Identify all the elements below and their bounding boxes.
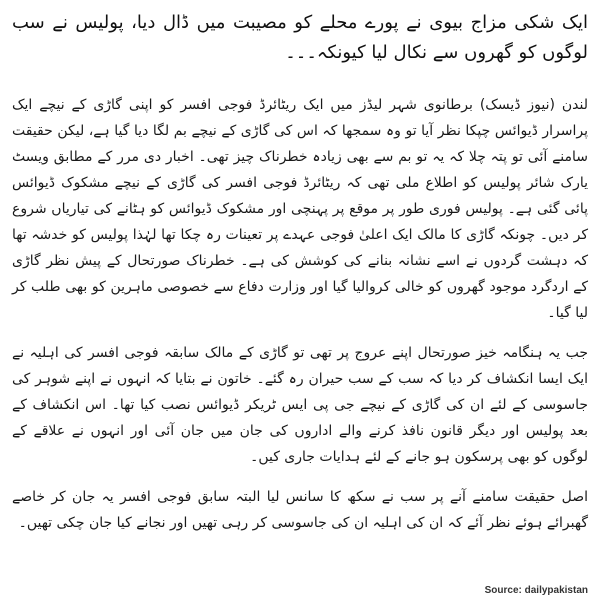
article-paragraph-2: جب یہ ہنگامہ خیز صورتحال اپنے عروج پر تھی تو گاڑی کے مالک سابقہ فوجی افسر کی اہلیہ نے ایک ایسا انکشاف کر دیا کہ سب کے سب حیران رہ گئے۔ خاتون نے بتایا کہ انہوں نے اپنے شوہر کی جاسوسی کے لئے ان کی گاڑی کے نیچے جی پی ایس ٹریکر ڈیوائس نصب کیا تھا۔ اس انکشاف کے بعد پولیس اور دیگر قانون نافذ کرنے والے اداروں کی جان میں جان آئی اور انہوں نے علاقے کے لوگوں کو بھی پرسکون ہو جانے کے لئے ہدایات جاری کیں۔ <box>12 345 588 465</box>
article-headline: ایک شکی مزاج بیوی نے پورے محلے کو مصیبت میں ڈال دیا، پولیس نے سب لوگوں کو گھروں سے نکال لیا کیونکہ۔۔۔ <box>12 12 588 63</box>
article-paragraph-3: اصل حقیقت سامنے آنے پر سب نے سکھ کا سانس لیا البتہ سابق فوجی افسر یہ جان کر خاصے گھبرائے ہوئے نظر آئے کہ ان کی اہلیہ ان کی جاسوسی کر رہی تھیں اور نجانے کیا جان چکی تھیں۔ <box>12 489 588 531</box>
source-credit: Source: dailypakistan <box>484 585 588 596</box>
article <box>12 8 588 592</box>
article-paragraph-1: لندن (نیوز ڈیسک) برطانوی شہر لیڈز میں ایک ریٹائرڈ فوجی افسر کو اپنی گاڑی کے نیچے ایک پراسرار ڈیوائس چپکا نظر آیا تو وہ سمجھا کہ اس کی گاڑی کے نیچے بم لگا دیا گیا ہے، لیکن حقیقت سامنے آئی تو پتہ چلا کہ یہ تو بم سے بھی زیادہ خطرناک چیز تھی۔ اخبار دی مرر کے مطابق ویسٹ یارک شائر پولیس کو اطلاع ملی تھی کہ ریٹائرڈ فوجی افسر کی گاڑی کے نیچے مشکوک ڈیوائس پائی گئی ہے۔ پولیس فوری طور پر موقع پر پہنچی اور مشکوک ڈیوائس کو ہٹانے کی تیاریاں شروع کر دیں۔ چونکہ گاڑی کا مالک ایک اعلیٰ فوجی عہدے پر تعینات رہ چکا تھا لہٰذا پولیس کو خدشہ تھا کہ دہشت گردوں نے اسے نشانہ بنانے کی کوشش کی ہے۔ خطرناک صورتحال کے پیش نظر گاڑی کے اردگرد موجود گھروں کو خالی کروالیا گیا اور وزارت دفاع سے خصوصی ماہرین کو بھی طلب کر لیا گیا۔ <box>12 97 588 321</box>
